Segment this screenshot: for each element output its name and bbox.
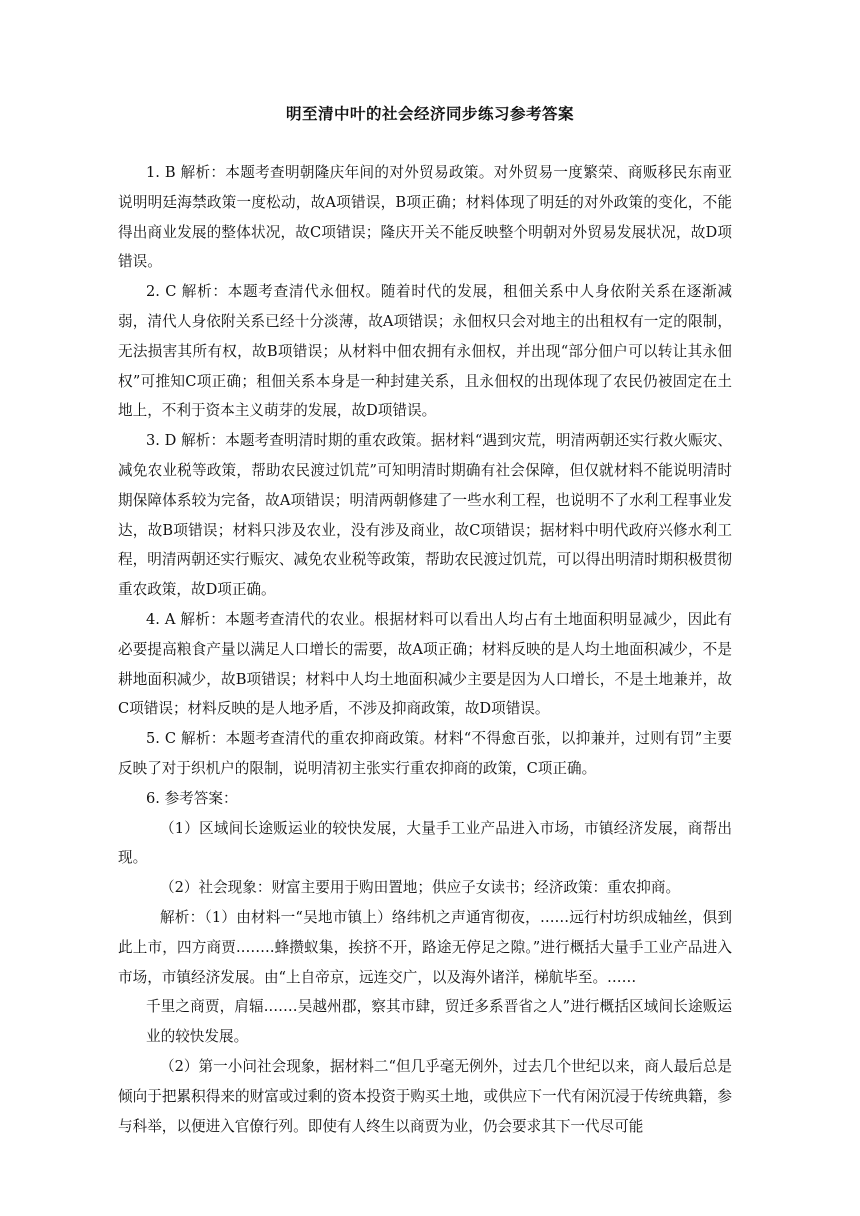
analysis-2: （2）第一小问社会现象，据材料二“但几乎毫无例外，过去几个世纪以来，商人最后总是倾向于把累积得来的财富或过剩的资本投资于购买土地，或供应下一代有闲沉浸于传统典籍，参与科举，以便进入官僚行列。即使有人终生以商贾为业，仍会要求其下一代尽可能 xyxy=(118,1057,732,1135)
answer-6-heading: 6. 参考答案： xyxy=(146,789,238,807)
analysis-1: 解析：（1）由材料一“吴地市镇上）络纬机之声通宵彻夜，……远行村坊织成轴丝，俱到此上市，四方商贾.…….蜂攒蚁集，挨挤不开，路途无停足之隙。”进行概括大量手工业产品进入市场，市镇经济发展。由“上自帝京，远连交广，以及海外诸洋，梯航毕至。…… xyxy=(118,908,732,986)
answer-5: 5. C 解析：本题考查清代的重农抑商政策。材料“不得愈百张，以抑兼并，过则有罚”主要反映了对于织机户的限制，说明清初主张实行重农抑商的政策，C项正确。 xyxy=(118,730,732,777)
page-title: 明至清中叶的社会经济同步练习参考答案 xyxy=(285,105,574,123)
answer-6-part-2: （2）社会现象：财富主要用于购田置地；供应子女读书；经济政策：重农抑商。 xyxy=(160,879,681,897)
answer-4: 4. A 解析：本题考查清代的农业。根据材料可以看出人均占有土地面积明显减少，因此有必要提高粮食产量以满足人口增长的需要，故A项正确；材料反映的是人均土地面积减少，不是耕地面积减少，故B项错误；材料中人均土地面积减少主要是因为人口增长，不是土地兼并，故C项错误；材料反映的是人地矛盾，不涉及抑商政策，故D项错误。 xyxy=(118,610,732,718)
answer-2: 2. C 解析：本题考查清代永佃权。随着时代的发展，租佃关系中人身依附关系在逐渐减弱，清代人身依附关系已经十分淡薄，故A项错误；永佃权只会对地主的出租权有一定的限制，无法损害其所有权，故B项错误；从材料中佃农拥有永佃权，并出现“部分佃户可以转让其永佃权”可推知C项正确；租佃关系本身是一种封建关系，且永佃权的出现体现了农民仍被固定在土地上，不利于资本主义萌芽的发展，故D项错误。 xyxy=(118,283,732,420)
analysis-1-continued: 千里之商贾，肩辐.……吴越州郡，察其市肆，贸迁多系晋省之人”进行概括区域间长途贩运业的较快发展。 xyxy=(146,998,732,1046)
answer-6-part-1: （1）区域间长途贩运业的较快发展，大量手工业产品进入市场，市镇经济发展，商帮出现。 xyxy=(118,819,732,867)
answer-1: 1. B 解析：本题考查明朝隆庆年间的对外贸易政策。对外贸易一度繁荣、商贩移民东南亚说明明廷海禁政策一度松动，故A项错误，B项正确；材料体现了明廷的对外政策的变化，不能得出商业发展的整体状况，故C项错误；隆庆开关不能反映整个明朝对外贸易发展状况，故D项错误。 xyxy=(118,164,732,271)
answer-body xyxy=(118,158,732,1141)
answer-3: 3. D 解析：本题考查明清时期的重农政策。据材料“遇到灾荒，明清两朝还实行救火赈灾、减免农业税等政策，帮助农民渡过饥荒”可知明清时期确有社会保障，但仅就材料不能说明清时期保障体系较为完备，故A项错误；明清两朝修建了一些水利工程，也说明不了水利工程事业发达，故B项错误；材料只涉及农业，没有涉及商业，故C项错误；据材料中明代政府兴修水利工程，明清两朝还实行赈灾、减免农业税等政策，帮助农民渡过饥荒，可以得出明清时期积极贯彻重农政策，故D项正确。 xyxy=(118,432,732,599)
